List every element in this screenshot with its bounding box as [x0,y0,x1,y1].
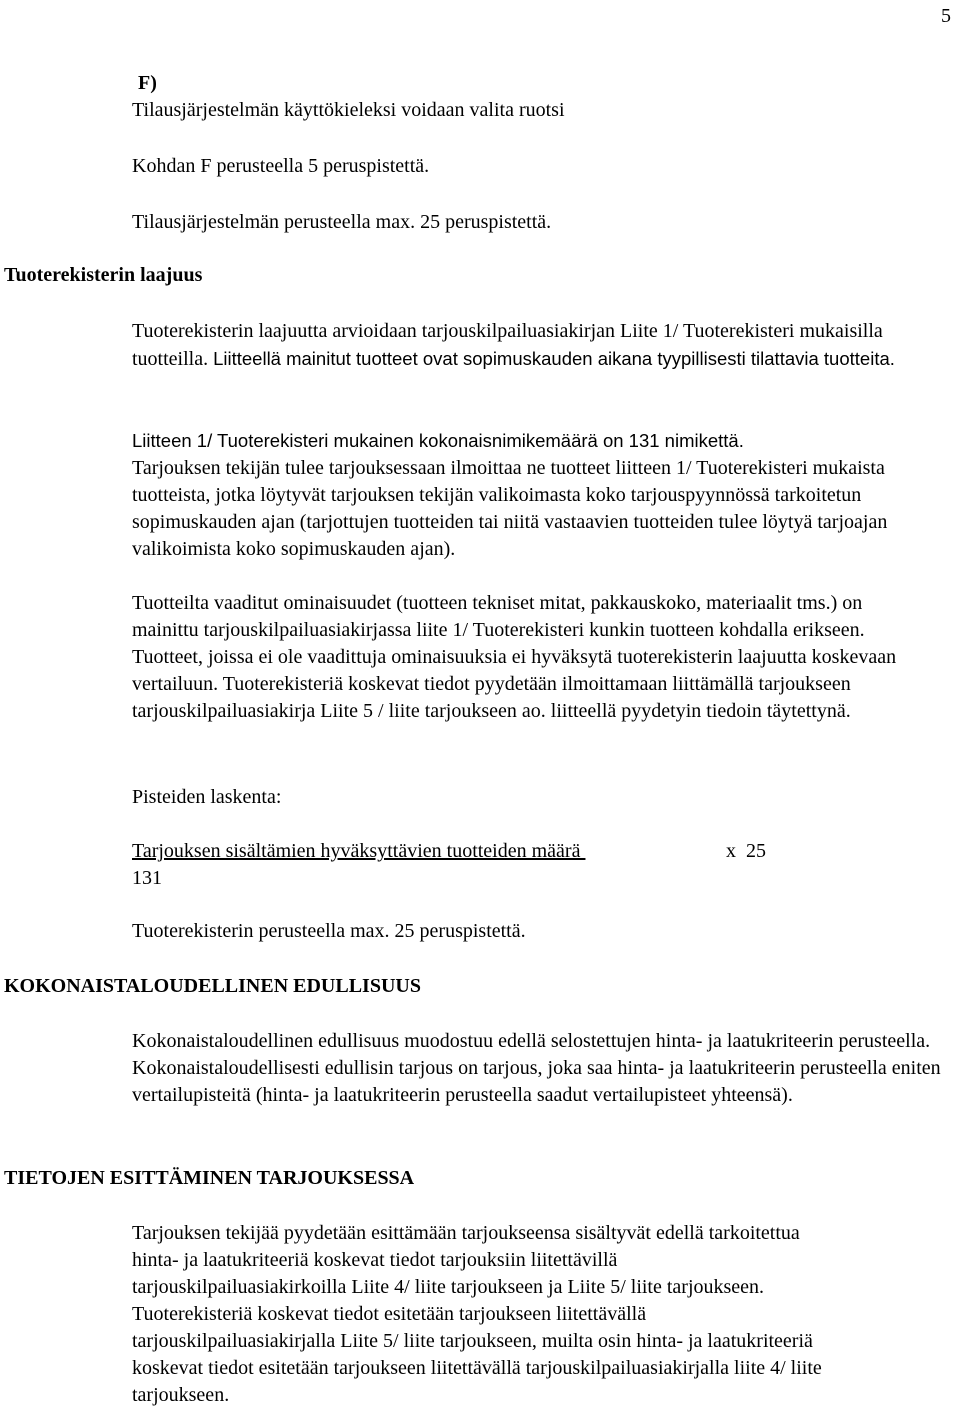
tuoterekisteri-heading: Tuoterekisterin laajuus [4,264,203,286]
kokonais-para: Kokonaistaloudellinen edullisuus muodostuu edellä selostettujen hinta- ja laatukriteerin perusteella. Kokonaistaloudellisesti edullisin tarjous on tarjous, joka saa hinta- ja laatukriteerin perusteella eniten vertailupisteitä (hinta- ja laatukriteerin perusteella saadut vertailupisteet yhteensä). [132,1030,941,1106]
tietojen-line: hinta- ja laatukriteeriä koskevat tiedot tarjouksiin liitettävillä [132,1249,618,1271]
tietojen-line: tarjouskilpailuasiakirjalla Liite 5/ liite tarjoukseen, muilta osin hinta- ja laatukriteeriä [132,1330,813,1352]
formula-denominator: 131 [132,867,162,889]
tuoterekisteri-para2-serif: Tarjouksen tekijän tulee tarjouksessaan ilmoittaa ne tuotteet liitteen 1/ Tuoterekisteri mukaista tuotteista, jotka löytyvät tarjouksen tekijän valikoimasta koko tarjouspyynnössä tarkoitetun sopimuskauden ajan (tarjottujen tuotteiden tai niitä vastaavien tuotteiden tulee löytyä tarjoajan valikoimista koko sopimuskauden ajan). [132,457,888,560]
tietojen-line: tarjouskilpailuasiakirkoilla Liite 4/ liite tarjoukseen ja Liite 5/ liite tarjoukseen. [132,1276,765,1298]
tuoterekisteri-para1-sans: Liitteellä mainitut tuotteet ovat sopimuskauden aikana tyypillisesti tilattavia tuotteita. [213,348,895,369]
tietojen-line: Tarjouksen tekijää pyydetään esittämään tarjoukseensa sisältyvät edellä tarkoitettua [132,1222,800,1244]
tuoterekisteri-para2-sans: Liitteen 1/ Tuoterekisteri mukainen kokonaisnimikemäärä on 131 nimikettä. [132,430,744,451]
page-number: 5 [941,5,951,27]
kokonais-heading: KOKONAISTALOUDELLINEN EDULLISUUS [4,975,421,997]
calc-label: Pisteiden laskenta: [132,786,282,808]
section-f-line2: Kohdan F perusteella 5 peruspistettä. [132,155,430,177]
section-f-line3: Tilausjärjestelmän perusteella max. 25 peruspistettä. [132,211,552,233]
section-f-label: F) [138,72,157,94]
tietojen-line: Tuoterekisteriä koskevat tiedot esitetään tarjoukseen liitettävällä [132,1303,647,1325]
tietojen-line: tarjoukseen. [132,1384,230,1406]
section-f-line1: Tilausjärjestelmän käyttökieleksi voidaan valita ruotsi [132,99,565,121]
tuoterekisteri-para3: Tuotteilta vaaditut ominaisuudet (tuotteen tekniset mitat, pakkauskoko, materiaalit tms.) on mainittu tarjouskilpailuasiakirjassa liite 1/ Tuoterekisteri kunkin tuotteen kohdalla erikseen. Tuotteet, joissa ei ole vaadittuja ominaisuuksia ei hyväksytä tuoterekisterin laajuutta koskevaan vertailuun. Tuoterekisteriä koskevat tiedot pyydetään ilmoittamaan liittämällä tarjoukseen tarjouskilpailuasiakirja Liite 5 / liite tarjoukseen ao. liitteellä pyydetyin tiedoin täytettynä. [132,592,897,722]
tietojen-line: koskevat tiedot esitetään tarjoukseen liitettävällä tarjouskilpailuasiakirjalla liite 4/ liite [132,1357,822,1379]
tuoterekisteri-para1 [132,318,952,373]
tuoterekisteri-para1-serif: Tuoterekisterin laajuutta arvioidaan tarjouskilpailuasiakirjan Liite 1/ Tuoterekisteri mukaisilla tuotteilla. [132,320,883,370]
formula-numerator: Tarjouksen sisältämien hyväksyttävien tuotteiden määrä [132,840,586,862]
tietojen-heading: TIETOJEN ESITTÄMINEN TARJOUKSESSA [4,1167,415,1189]
tuoterekisteri-result: Tuoterekisterin perusteella max. 25 peruspistettä. [132,920,526,942]
tuoterekisteri-para2 [132,427,952,563]
formula-multiplier: x 25 [726,840,766,862]
tietojen-para [132,1220,954,1409]
